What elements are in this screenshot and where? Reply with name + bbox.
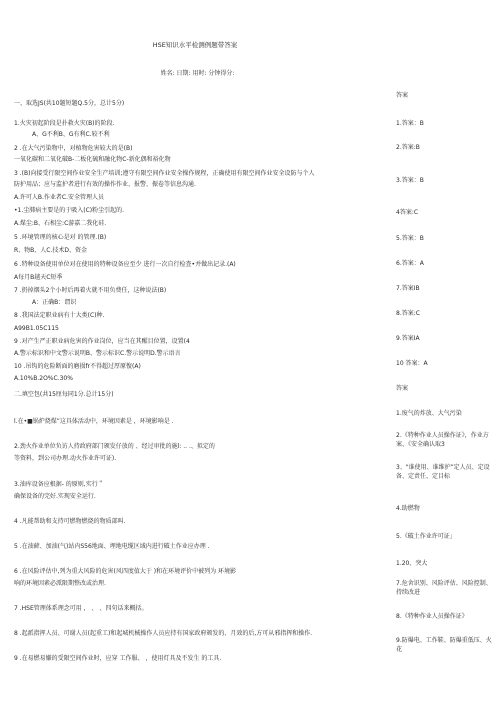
option-line: R、物B、人C.技术D、资金 [14, 247, 88, 254]
answer-line: 4.助燃物 [396, 505, 420, 512]
question-line: 2 .在大气污染物中，对植物危害较大的是(B) [14, 145, 133, 152]
question-line: 10 .吊钩的危险断面的磨损fr不得超过厚原復(A) [14, 363, 141, 370]
answer-line: 7.答案IB [396, 285, 420, 292]
blank-question-line: 8 .起派指挥人员、可谢人员(起重工)和起城机械操作人员应持有国家政府颁发的、月效的后,方可从邪指挥和操作. [14, 630, 313, 637]
option-line: A.许可人B.作业者C.安全管理人员 [14, 194, 105, 201]
answer-line: 2.《特种作业人员操作证》，作业方案、《安全确认取3 [396, 432, 489, 448]
question-line: 7 .扔掉烟头2个小时后再着火就不用负费任，这种说法(B) [14, 287, 167, 294]
answer-line: 9.防爆电、工作鞋、防爆重低压、火花 [396, 637, 492, 653]
blank-question-line: 3.油库设备应根据- 的原则,实行＂ [14, 481, 104, 488]
answer-line: 4答案:C [396, 209, 419, 216]
option-line: A.10%B.2O%C.30% [14, 375, 73, 382]
blank-question-line: 4 .凡能帮助和支持可燃物燃烧的物质部叫. [14, 518, 126, 525]
document-title: HSE知识水平检测例题带答案 [152, 41, 238, 49]
answer-line: 1.废气的炸放、大气污染 [396, 410, 462, 417]
blank-question-line: 9 .在易燃易嫌的受限空间作业时，应穿 工作服、 ，使用灯具及不发生 的工具. [14, 655, 222, 662]
header-info-line: 姓名: 日期: 用时: 分钟得分: [160, 70, 235, 77]
answer-line: 5.答案：B [396, 235, 424, 242]
option-line: 一氧化碳和二氧化破B-二板化硫和融化物C-新化偶和裕化物 [14, 156, 171, 163]
section-heading: 一、取选JS(共10题短题Q.5分，总计5分) [14, 100, 125, 107]
answer-line: 8.答案:C [396, 310, 420, 317]
option-line: A、G不利B、G有利C.较不利 [32, 131, 110, 138]
question-line: 1.火灾初起阶段是扑救火灾(B)的阶段. [14, 120, 115, 127]
question-line: 8 .我国法定职业病有十大类(C)种. [14, 312, 105, 319]
option-line: A.警示标识和中文警示说明B、警示标识C.警示说明D.警示语言 [14, 350, 181, 357]
blank-question-line: 7 .HSE管理体系理念可用 ， 、 、四句话来概括。 [14, 605, 148, 612]
blank-question-line: 6 .在风险评估中,列为重大风险的危害(风四度值大于 )和在环境评价中被列为 环境影 [14, 568, 237, 575]
blank-question-line: 确保设备的完好.实现安全运行. [14, 493, 96, 500]
answers-heading: 答案 [396, 385, 409, 392]
option-line: A99B1.05C115 [14, 325, 59, 332]
answer-line: 1.20、突大 [396, 560, 428, 567]
answer-line: 7.危舍识别、风险评估、风险控制、持续改进 [396, 580, 492, 596]
answers-heading: 答案 [396, 92, 409, 99]
question-line: 6 .特种设备使用单位对在使用的特种设备应至少 进行一次自行检查•并做出记录.(A) [14, 261, 236, 268]
section-heading: 二.填空包(共15厘每同1分.总计15分) [14, 391, 114, 398]
question-line: 9 .对产生严正职业病危害的作业岗位，应当在其醒目位置，设置(4 [14, 338, 190, 345]
answer-line: 5.《破土作业许可证」 [396, 533, 456, 540]
question-line: 防护用品；应与监护者进行有效的操作作业、报警、振卷等信息沟通. [14, 181, 196, 188]
answer-line: 6.答案：A [396, 260, 424, 267]
blank-question-line: 2.劲火作业单位负访人持政府部门颁发仔放的 、经过审批的施l: .. .、拟定的 [14, 443, 215, 450]
blank-question-line: 5 .在油藓、加油(气)站内S56地面、埋地电缆区域内进行破土作业应办理 . [14, 543, 210, 550]
answer-line: 3、"谁使用、谁维护”定人员、定设备、定责任、定目标 [396, 464, 490, 480]
option-line: A.煤尘:B、石相尘:C游嘉二我化硅. [14, 220, 107, 227]
blank-question-line: 响的环境因素必派限期整改或治理. [14, 580, 106, 587]
question-line: 3 .(B)向接受行限空间作业安全生产培训;遵守有限空间作业安全操作规程，正确使用有限空间作业安全设防与个人 [14, 170, 315, 177]
answer-line: 2.答案:B [396, 144, 420, 151]
question-line: 5 .环境管理的核心是对 的管理.(B) [14, 234, 107, 241]
answer-line: 8.《特种作业人员操作证》 [396, 613, 468, 620]
answer-line: 9.答案IA [396, 335, 420, 342]
blank-question-line: l.在•■锅炉烧煤”这具体活动中，环境因素是 ，环境影响是 . [14, 418, 174, 425]
option-line: A：正确B：谓识 [32, 299, 77, 306]
answer-line: 3.答案：B [396, 177, 424, 184]
blank-question-line: 等资料，到公司办理.动火作业许可证). [14, 455, 117, 462]
option-line: A每月B越天C短季 [14, 274, 63, 281]
question-line: •1.尘肺病主要是的于吸入(C)粉尘引起的. [14, 207, 125, 214]
answer-line: 1.答案：B [396, 120, 424, 127]
answer-line: 10 答案：A [396, 360, 428, 367]
